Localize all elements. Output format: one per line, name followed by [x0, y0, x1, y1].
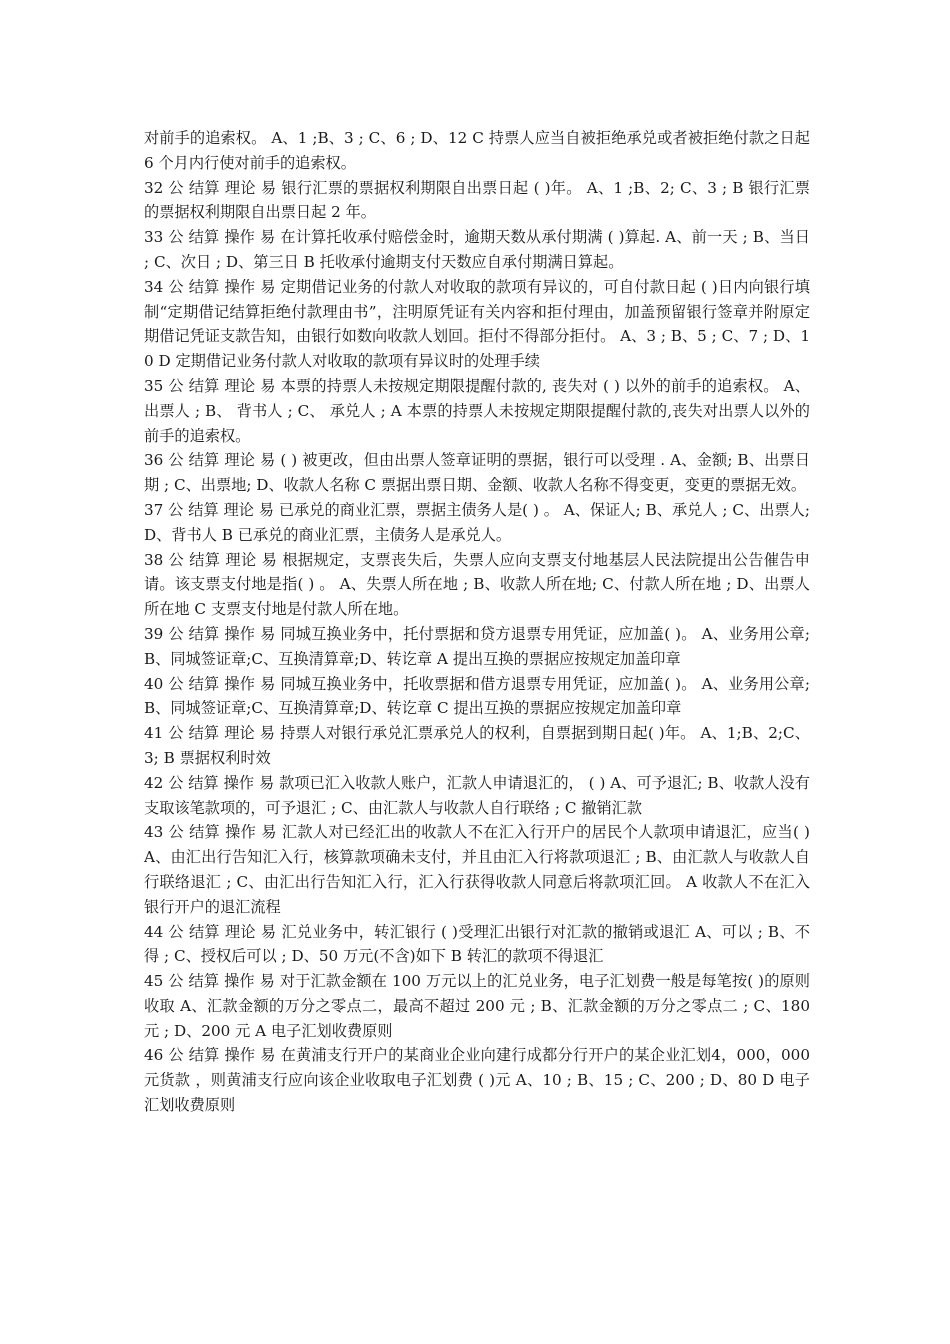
question-35: 35 公 结算 理论 易 本票的持票人未按规定期限提醒付款的, 丧失对 ( ) 以外的前手的追索权。 A、 出票人 ; B、 背书人 ; C、 承兑人 ; A 本票的持票人未按规定期限提醒付款的,丧失对出票人以外的前手的追索权。	[144, 376, 810, 445]
question-36: 36 公 结算 理论 易 ( ) 被更改，但由出票人签章证明的票据，银行可以受理 . A、金额; B、出票日期 ; C、出票地; D、收款人名称 C 票据出票日期、金额、收款人名称不得变更，变更的票据无效。	[144, 451, 810, 495]
question-38: 38 公 结算 理论 易 根据规定，支票丧失后，失票人应向支票支付地基层人民法院提出公告催告申请。该支票支付地是指( ) 。 A、失票人所在地 ; B、收款人所在地; C、付款人所在地 ; D、出票人所在地 C 支票支付地是付款人所在地。	[144, 550, 810, 619]
question-45: 45 公 结算 操作 易 对于汇款金额在 100 万元以上的汇兑业务，电子汇划费一般是每笔按( )的原则收取 A、汇款金额的万分之零点二，最高不超过 200 元 ; B、汇款金额的万分之零点二 ; C、180 元 ; D、200 元 A 电子汇划收费原则	[144, 972, 810, 1040]
question-42: 42 公 结算 操作 易 款项已汇入收款人账户，汇款人申请退汇的， ( ) A、可予退汇; B、收款人没有支取该笔款项的，可予退汇 ; C、由汇款人与收款人自行联络 ; C 撤销汇款	[144, 773, 810, 817]
question-44: 44 公 结算 理论 易 汇兑业务中，转汇银行 ( )受理汇出银行对汇款的撤销或退汇 A、可以 ; B、不得 ; C、授权后可以 ; D、50 万元(不含)如下 B 转汇的款项不得退汇	[144, 922, 810, 966]
question-34: 34 公 结算 操作 易 定期借记业务的付款人对收取的款项有异议的，可自付款日起 ( )日内向银行填制“定期借记结算拒绝付款理由书”，注明原凭证有关内容和拒付理由，加盖预留银行签章并附原定期借记凭证支款告知，由银行如数向收款人划回。拒付不得部分拒付。 A、3 ; B、5 ; C、7 ; D、10 D 定期借记业务付款人对收取的款项有异议时的处理手续	[144, 277, 810, 371]
question-39: 39 公 结算 操作 易 同城互换业务中，托付票据和贷方退票专用凭证，应加盖( )。 A、业务用公章;B、同城签证章;C、互换清算章;D、转讫章 A 提出互换的票据应按规定加盖印章	[144, 624, 810, 668]
paragraph-continuation: 对前手的追索权。 A、1 ;B、3 ; C、6 ; D、12 C 持票人应当自被拒绝承兑或者被拒绝付款之日起 6 个月内行使对前手的追索权。	[144, 129, 810, 172]
question-43: 43 公 结算 操作 易 汇款人对已经汇出的收款人不在汇入行开户的居民个人款项申请退汇，应当( ) A、由汇出行告知汇入行，核算款项确未支付，并且由汇入行将款项退汇 ; B、由汇款人与收款人自行联络退汇 ; C、由汇出行告知汇入行，汇入行获得收款人同意后将款项汇回。 A 收款人不在汇入银行开户的退汇流程	[144, 823, 810, 916]
question-32: 32 公 结算 理论 易 银行汇票的票据权利期限自出票日起 ( )年。 A、1 ;B、2; C、3 ; B 银行汇票的票据权利期限自出票日起 2 年。	[144, 178, 810, 222]
question-37: 37 公 结算 理论 易 已承兑的商业汇票，票据主债务人是( ) 。 A、保证人; B、承兑人 ; C、出票人; D、背书人 B 已承兑的商业汇票，主债务人是承兑人。	[144, 500, 810, 544]
question-41: 41 公 结算 理论 易 持票人对银行承兑汇票承兑人的权利，自票据到期日起( )年。 A、1;B、2;C、3; B 票据权利时效	[144, 724, 810, 767]
question-33: 33 公 结算 操作 易 在计算托收承付赔偿金时，逾期天数从承付期满 ( )算起. A、前一天 ; B、当日 ; C、次日 ; D、第三日 B 托收承付逾期支付天数应自承付期满日算起。	[144, 228, 810, 271]
question-46: 46 公 结算 操作 易 在黄浦支行开户的某商业企业向建行成都分行开户的某企业汇划4，000，000 元货款 ，则黄浦支行应向该企业收取电子汇划费 ( )元 A、10 ; B、15 ; C、200 ; D、80 D 电子汇划收费原则	[144, 1046, 810, 1115]
question-40: 40 公 结算 操作 易 同城互换业务中，托收票据和借方退票专用凭证，应加盖( )。 A、业务用公章;B、同城签证章;C、互换清算章;D、转讫章 C 提出互换的票据应按规定加盖印章	[144, 674, 810, 718]
question-list	[144, 126, 810, 1118]
